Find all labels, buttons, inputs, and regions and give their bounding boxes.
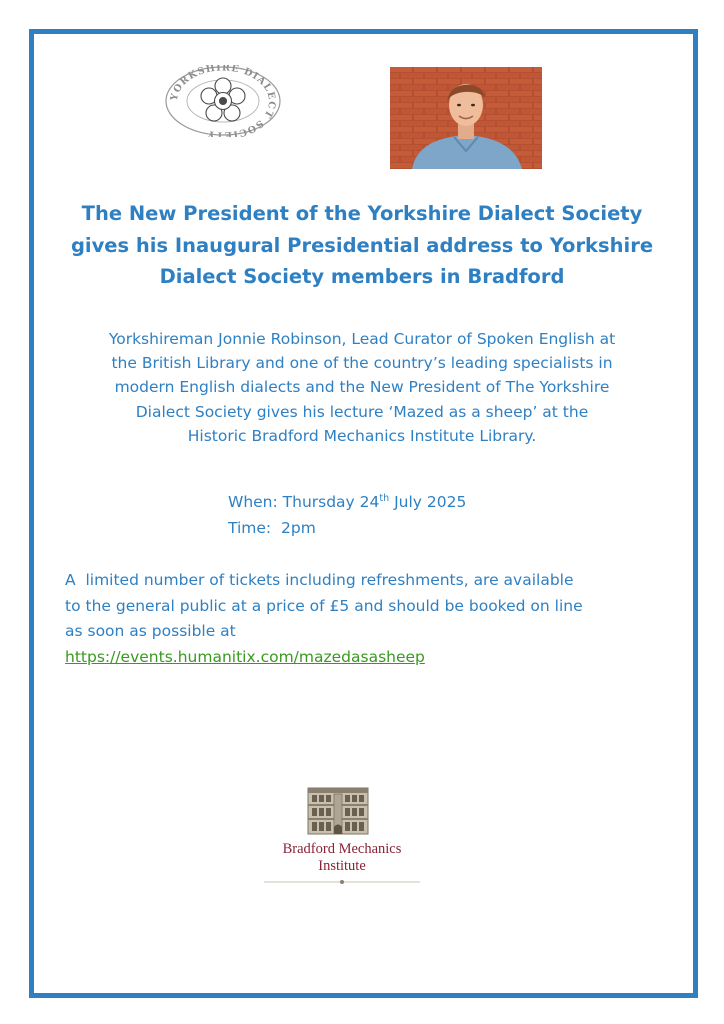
yds-emblem — [163, 65, 283, 137]
event-date-prefix: When: Thursday 24 — [228, 493, 380, 511]
bradford-mechanics-institute-logo — [262, 784, 422, 890]
intro-line-3: modern English dialects and the New President of The Yorkshire — [114, 378, 610, 397]
intro-line-1: Yorkshireman Jonnie Robinson, Lead Curator of Spoken English at — [108, 330, 616, 348]
rose-icon — [201, 78, 245, 121]
event-details — [228, 489, 648, 541]
bmi-name-line-2: Institute — [318, 858, 366, 874]
tickets-line-3: as soon as possible at — [65, 622, 236, 640]
headline — [60, 198, 664, 293]
intro-line-4: Dialect Society gives his lecture ‘Mazed as a sheep’ at the — [135, 402, 589, 421]
booking-link[interactable]: https://events.humanitix.com/mazedasasheep — [65, 647, 425, 666]
portrait-illustration — [390, 67, 542, 169]
headline-line-2: gives his Inaugural Presidential address to Yorkshire — [70, 233, 654, 257]
intro-line-5: Historic Bradford Mechanics Institute Library. — [187, 426, 537, 445]
yorkshire-dialect-society-logo — [163, 65, 283, 137]
event-date-ordinal: th — [379, 492, 390, 504]
building-icon — [308, 788, 368, 834]
event-date-suffix: July 2025 — [389, 493, 467, 511]
intro-paragraph — [60, 327, 664, 448]
bmi-name-line-1: Bradford Mechanics — [282, 841, 402, 857]
headline-line-1: The New President of the Yorkshire Dialect Society — [81, 202, 643, 225]
yds-ring-text: YORKSHIRE DIALECT SOCIETY — [168, 65, 278, 137]
tickets-line-1: A limited number of tickets including refreshments, are available — [65, 571, 574, 589]
bmi-emblem — [262, 784, 422, 890]
tickets-line-2: to the general public at a price of £5 and should be booked on line — [65, 596, 583, 615]
portrait-photo — [390, 67, 542, 169]
event-date — [228, 489, 648, 515]
tickets-paragraph — [65, 568, 665, 670]
headline-line-3: Dialect Society members in Bradford — [159, 265, 565, 288]
intro-line-2: the British Library and one of the country’s leading specialists in — [111, 354, 613, 373]
event-time: Time: 2pm — [228, 519, 316, 537]
bmi-underline-ornament — [340, 880, 344, 884]
